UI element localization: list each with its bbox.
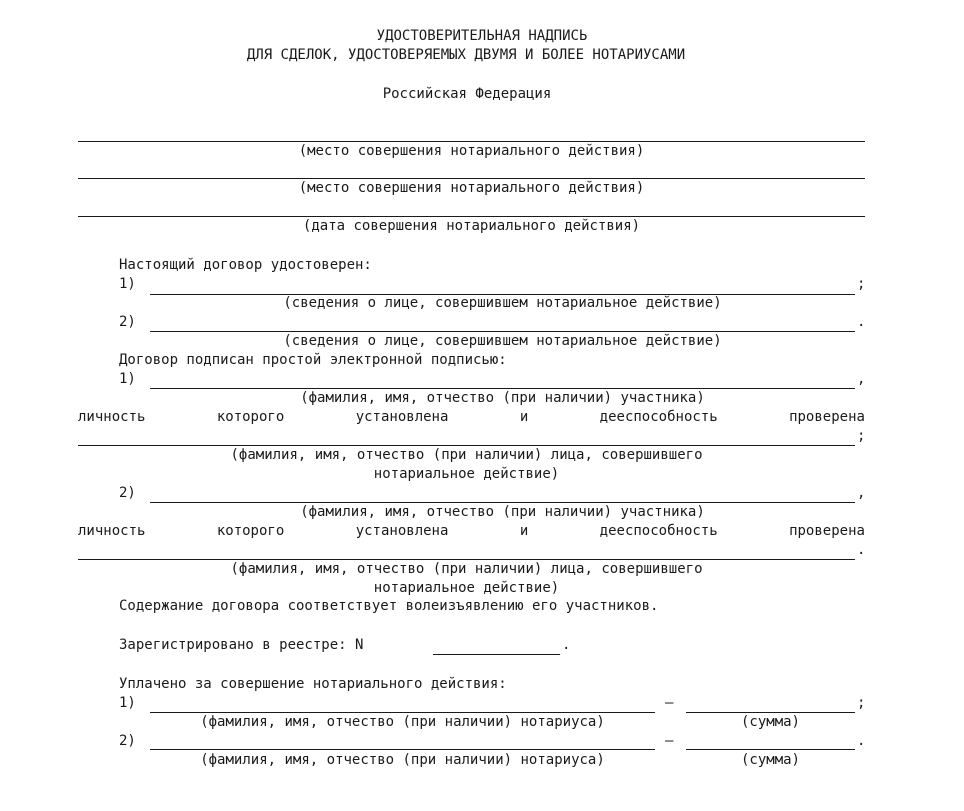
payment-intro: Уплачено за совершение нотариального действия:: [119, 676, 507, 692]
certified-item2-line: [150, 331, 855, 332]
conclusion-text: Содержание договора соответствует волеизъявлению его участников.: [119, 598, 659, 614]
signed-p2-number: 2): [119, 485, 136, 501]
signed-p2-identity-row: [78, 523, 865, 540]
certified-item1-number: 1): [119, 276, 136, 292]
signed-p1-identity-end: ;: [857, 428, 866, 444]
payment-item1-end: ;: [857, 695, 866, 711]
identity-word: дееспособность: [599, 409, 718, 425]
payment-item2-end: .: [857, 733, 866, 749]
certified-intro: Настоящий договор удостоверен:: [119, 257, 372, 273]
document-title-line-1: УДОСТОВЕРИТЕЛЬНАЯ НАДПИСЬ: [376, 28, 588, 44]
payment-item1-notary-caption: (фамилия, имя, отчество (при наличии) нотариуса): [200, 714, 605, 730]
identity-word: личность: [78, 409, 146, 425]
signed-p1-line: [150, 388, 855, 389]
signed-p1-identity-line: [78, 445, 855, 446]
signed-p1-caption: (фамилия, имя, отчество (при наличии) участника): [300, 390, 705, 406]
certified-item2-number: 2): [119, 314, 136, 330]
certified-item1-caption: (сведения о лице, совершившем нотариальное действие): [283, 295, 722, 311]
payment-item1-sum-line: [686, 712, 855, 713]
certified-item1-end: ;: [857, 276, 866, 292]
country-name: Российская Федерация: [382, 86, 552, 102]
date-line: [78, 216, 865, 217]
identity-word: которого: [216, 523, 285, 539]
identity-word: и: [519, 409, 529, 425]
payment-item1-sum-caption: (сумма): [740, 714, 800, 730]
payment-item2-notary-caption: (фамилия, имя, отчество (при наличии) нотариуса): [200, 752, 605, 768]
signed-p2-identity-caption-1: (фамилия, имя, отчество (при наличии) лица, совершившего: [230, 561, 703, 577]
payment-item2-sum-line: [686, 749, 855, 750]
place-caption-1: (место совершения нотариального действия): [298, 143, 645, 159]
payment-item2-notary-line: [150, 749, 655, 750]
place-line-2: [78, 178, 865, 179]
payment-item2-sum-caption: (сумма): [740, 752, 800, 768]
signed-p1-end: ,: [857, 371, 866, 387]
signed-intro: Договор подписан простой электронной подписью:: [119, 352, 507, 368]
payment-item1-notary-line: [150, 712, 655, 713]
payment-item2-dash: –: [665, 733, 674, 749]
registry-label: Зарегистрировано в реестре: N: [119, 637, 364, 653]
identity-word: установлена: [355, 523, 449, 539]
certified-item2-caption: (сведения о лице, совершившем нотариальное действие): [283, 333, 722, 349]
registry-end: .: [562, 637, 571, 653]
identity-word: личность: [78, 523, 146, 539]
identity-word: дееспособность: [599, 523, 718, 539]
certified-item2-end: .: [857, 314, 866, 330]
signed-p1-identity-caption-1: (фамилия, имя, отчество (при наличии) лица, совершившего: [230, 447, 703, 463]
identity-word: которого: [216, 409, 285, 425]
signed-p2-caption: (фамилия, имя, отчество (при наличии) участника): [300, 504, 705, 520]
identity-word: проверена: [789, 409, 865, 425]
payment-item1-number: 1): [119, 695, 136, 711]
identity-word: проверена: [789, 523, 865, 539]
signed-p2-end: ,: [857, 485, 866, 501]
signed-p1-identity-caption-2: нотариальное действие): [373, 466, 560, 482]
signed-p2-identity-caption-2: нотариальное действие): [373, 580, 560, 596]
registry-number-line: [433, 654, 560, 655]
signed-p2-line: [150, 502, 855, 503]
signed-p2-identity-line: [78, 559, 855, 560]
document-title-line-2: ДЛЯ СДЕЛОК, УДОСТОВЕРЯЕМЫХ ДВУМЯ И БОЛЕЕ НОТАРИУСАМИ: [246, 47, 686, 63]
place-line-1: [78, 141, 865, 142]
signed-p2-identity-end: .: [857, 542, 866, 558]
identity-word: установлена: [355, 409, 449, 425]
date-caption: (дата совершения нотариального действия): [302, 218, 641, 234]
identity-word: и: [519, 523, 529, 539]
signed-p1-identity-row: [78, 409, 865, 426]
payment-item2-number: 2): [119, 733, 136, 749]
place-caption-2: (место совершения нотариального действия): [298, 180, 645, 196]
signed-p1-number: 1): [119, 371, 136, 387]
payment-item1-dash: –: [665, 695, 674, 711]
